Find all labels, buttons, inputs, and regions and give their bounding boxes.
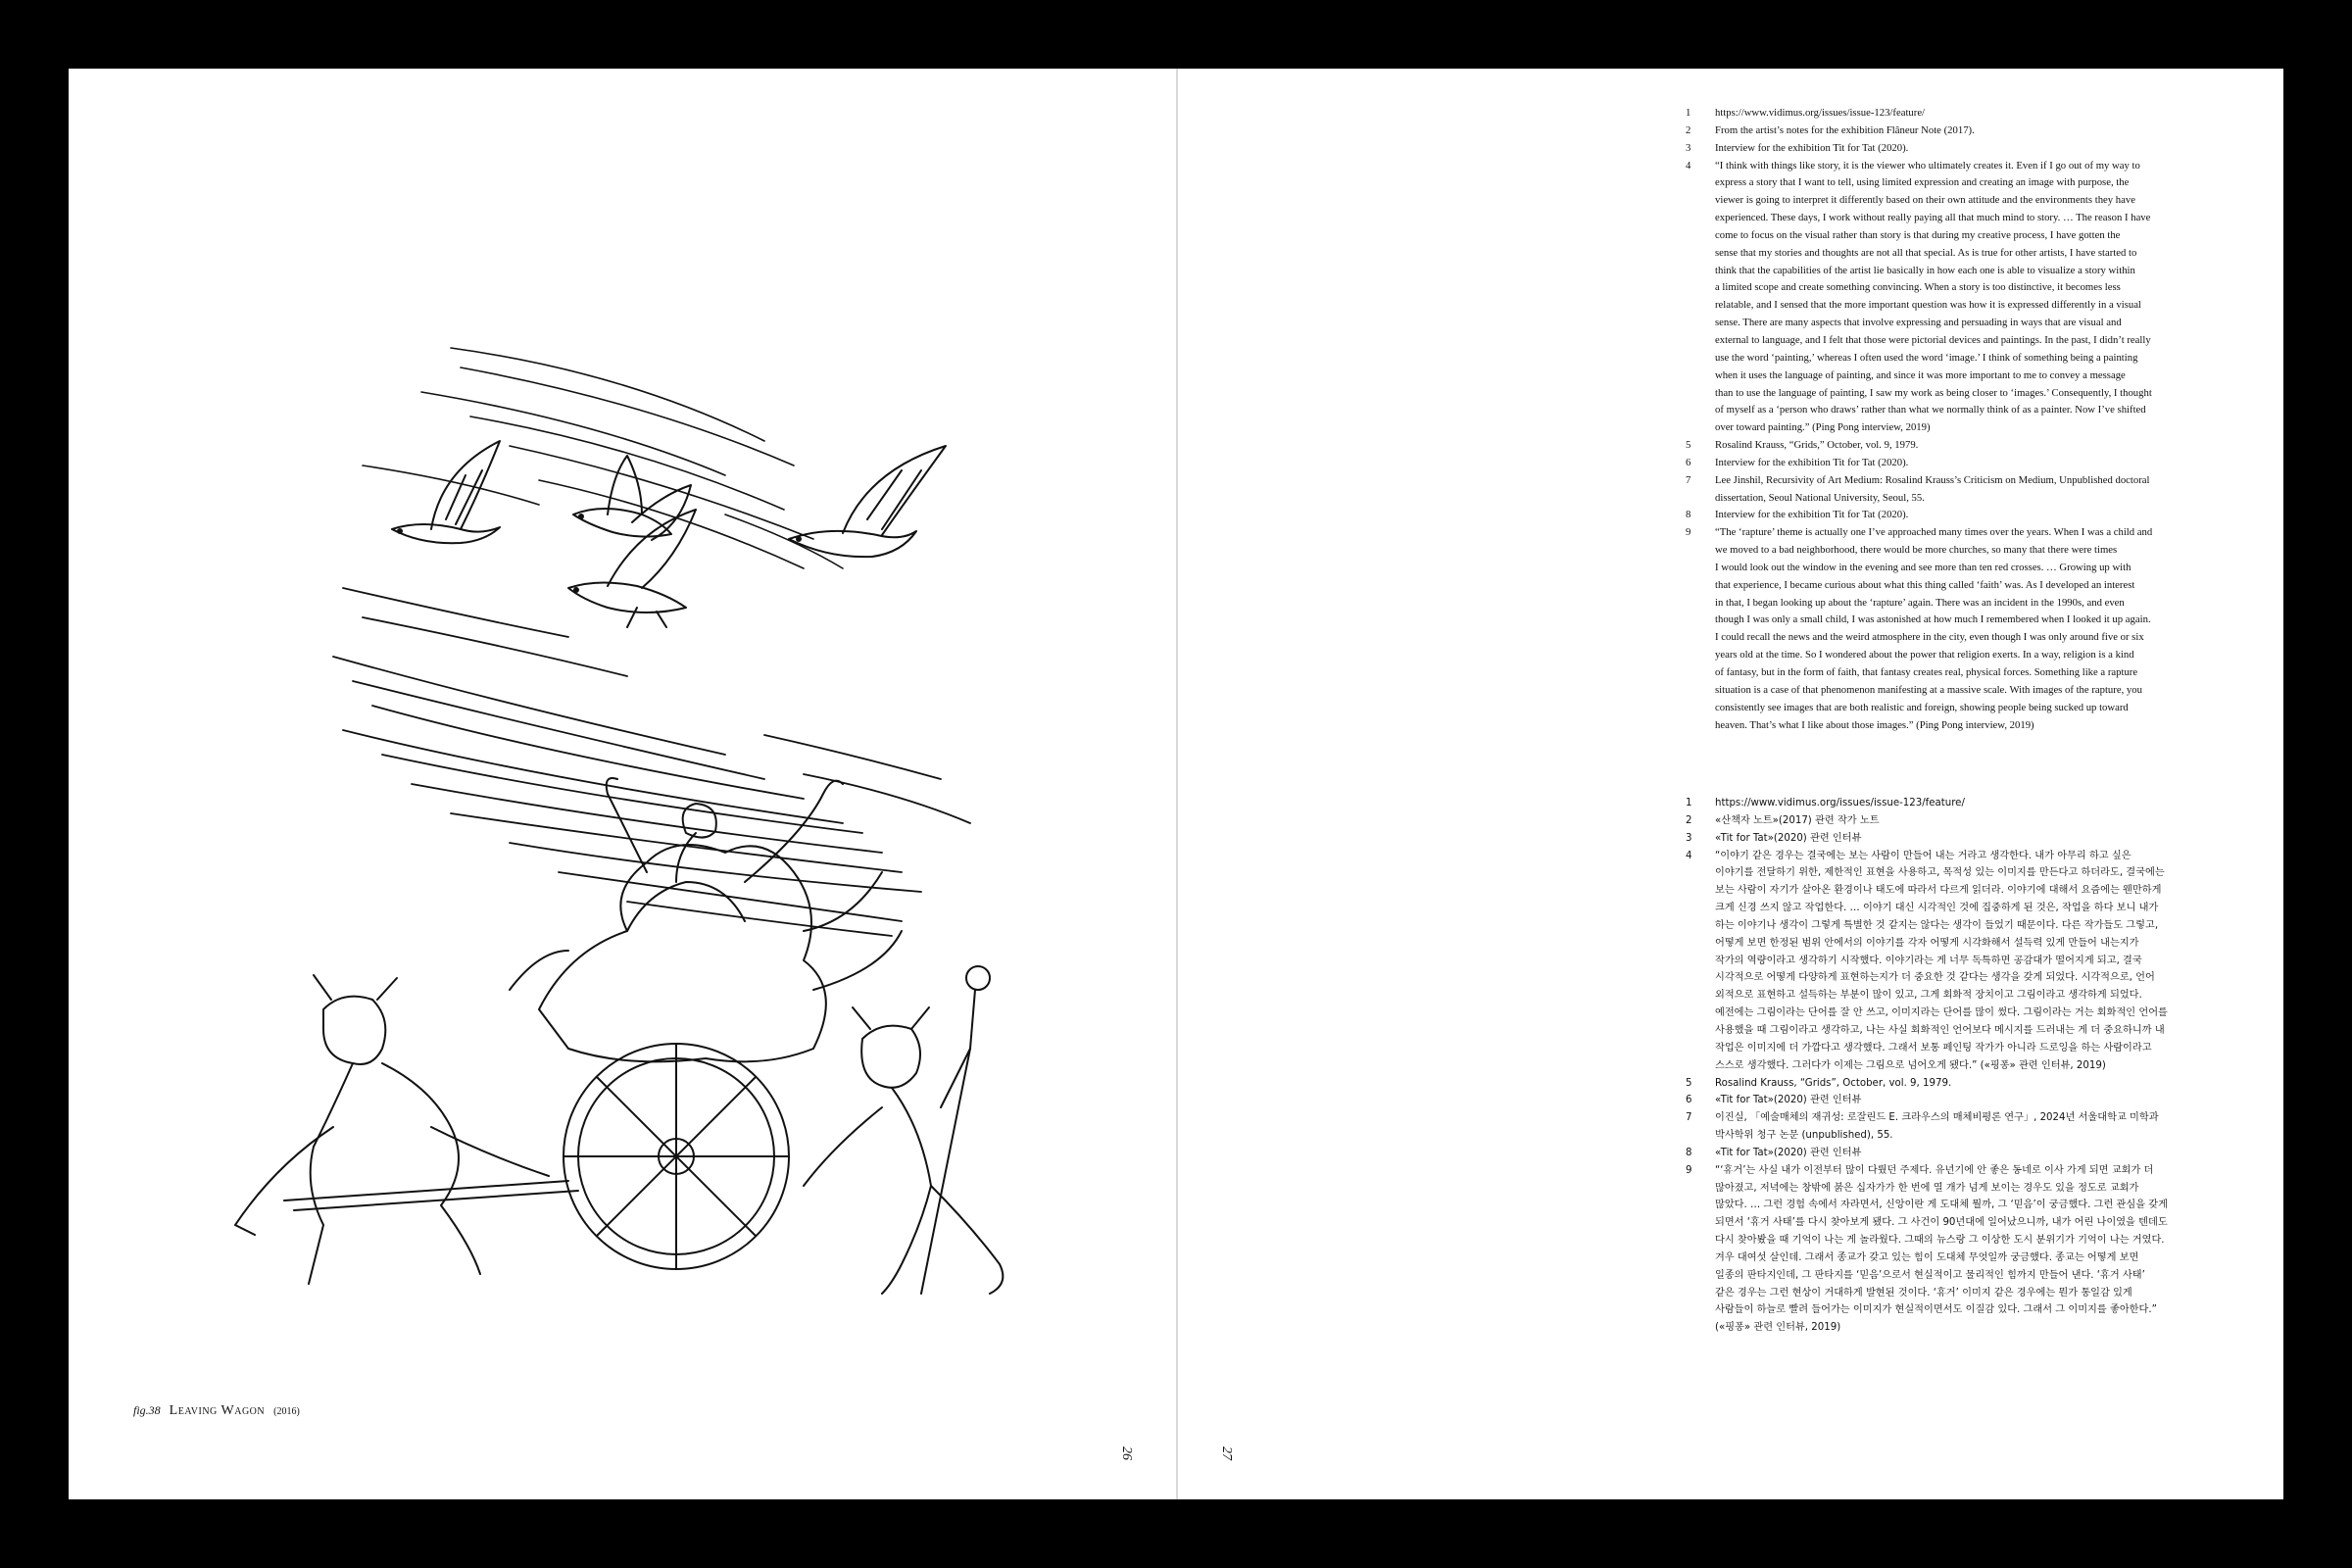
endnote-text: “I think with things like story, it is the viewer who ultimately creates it. Even if I go out of my way to express a story that I want to tell, using limited expression and creating an image with purpose, the viewer is going to interpret it differently based on their own attitude and the environments they have experienced. These days, I work without really paying all that much mind to story. … The reason I have come to focus on the visual rather than story is that during my creative process, I have gotten the sense that my stories and thoughts are not all that special. As is true for other artists, I have started to think that the capabilities of the artist lie basically in how each one is able to visualize a story within a limited scope and create something convincing. When a story is too distinctive, it becomes less relatable, and I sensed that the more important question was how it is expressed differently in a visual sense. There are many aspects that involve expressing and persuading in ways that are visual and external to language, and I felt that those were pictorial devices and paintings. In the past, I didn’t really use the word ‘painting,’ whereas I often used the word ‘image.’ I think of something being a painting when it uses the language of painting, and since it was more important to me to convey a message than to use the language of painting, I saw my work as being closer to ‘images.’ Consequently, I thought of myself as a ‘person who draws’ rather than what we normally think of as a painter. Now I’ve shifted over toward painting.” (Ping Pong interview, 2019): [1715, 159, 2152, 434]
endnote: [1686, 524, 2236, 734]
endnote-text: Rosalind Krauss, “Grids”, October, vol. 9, 1979.: [1715, 1077, 1952, 1089]
endnote-number: 1: [1686, 107, 1691, 119]
endnote: [1686, 1145, 2236, 1162]
endnote-text: “이야기 같은 경우는 결국에는 보는 사람이 만들어 내는 거라고 생각한다. 내가 아무리 하고 싶은 이야기를 전달하기 위한, 제한적인 표현을 사용하고, 목적성 있는 이미지를 만든다고 하더라도, 결국에는 보는 사람이 자기가 살아온 환경이나 태도에 따라서 다르게 읽더라. 이야기에 대해서 요즘에는 웬만하게 크게 신경 쓰지 않고 작업한다. … 이야기 대신 시각적인 것에 집중하게 된 것은, 작업을 하다 보니 내가 하는 이야기나 생각이 그렇게 특별한 것 같지는 않다는 생각이 들었기 때문이다. 다른 작가들도 그렇고, 어떻게 보면 한정된 범위 안에서의 이야기를 각자 어떻게 시각화해서 설득력 있게 만들어 내는지가 작가의 역량이라고 생각하기 시작했다. 이야기라는 게 너무 독특하면 공감대가 떨어지게 되고, 결국 시각적으로 어떻게 다양하게 표현하는지가 더 중요한 것 같다는 생각을 갖게 되었다. 시각적으로, 언어 외적으로 표현하고 설득하는 부분이 많이 있고, 그게 회화적 장치이고 그림이라고 생각하게 되었다. 예전에는 그림이라는 단어를 잘 안 쓰고, 이미지라는 단어를 많이 썼다. 그림이라는 거는 회화적인 언어를 사용했을 때 그림이라고 생각하고, 나는 사실 회화적인 언어보다 메시지를 드러내는 게 더 중요하니까 내 작업은 이미지에 더 가깝다고 생각했다. 그래서 보통 페인팅 작가가 아니라 드로잉을 하는 사람이라고 스스로 생각했다. 그러다가 이제는 그림으로 넘어오게 됐다.” («핑퐁» 관련 인터뷰, 2019): [1715, 850, 2168, 1071]
figure-title: Leaving Wagon: [169, 1403, 266, 1418]
left-page: [69, 69, 1176, 1499]
endnote-number: 6: [1686, 456, 1691, 468]
endnote-number: 4: [1686, 850, 1692, 861]
endnote-number: 1: [1686, 798, 1692, 808]
figure-year: (2016): [273, 1406, 300, 1417]
right-page: [1178, 69, 2283, 1499]
endnote-text: Rosalind Krauss, “Grids,” October, vol. 9, 1979.: [1715, 439, 1919, 452]
endnote-number: 6: [1686, 1095, 1692, 1106]
endnote-text: https://www.vidimus.org/issues/issue-123/feature/: [1715, 798, 1965, 808]
endnote: [1686, 1109, 2236, 1145]
endnote-number: 8: [1686, 509, 1691, 521]
endnote-number: 3: [1686, 141, 1691, 154]
endnote: [1686, 158, 2236, 438]
endnote-text: Interview for the exhibition Tit for Tat (2020).: [1715, 509, 1909, 521]
endnote: [1686, 507, 2236, 524]
endnote-text: Lee Jinshil, Recursivity of Art Medium: Rosalind Krauss’s Criticism on Medium, Unpublished doctoral dissertation, Seoul National University, Seoul, 55.: [1715, 473, 2150, 504]
endnote: [1686, 830, 2236, 848]
endnote-text: 이진실, 「예술매체의 재귀성: 로잘린드 E. 크라우스의 매체비평론 연구」, 2024년 서울대학교 미학과 박사학위 청구 논문 (unpublished), 55.: [1715, 1112, 2159, 1142]
endnote: [1686, 472, 2236, 508]
endnote-number: 5: [1686, 1077, 1692, 1089]
endnote-number: 4: [1686, 159, 1691, 172]
endnote: [1686, 1075, 2236, 1093]
endnote: [1686, 1092, 2236, 1109]
endnote-text: “‘휴거’는 사실 내가 이전부터 많이 다뤘던 주제다. 유년기에 안 좋은 동네로 이사 가게 되면 교회가 더 많아졌고, 저녁에는 창밖에 붉은 십자가가 한 번에 열 개가 넘게 보이는 경우도 있을 정도로 교회가 많았다. … 그런 경험 속에서 자라면서, 신앙이란 게 도대체 뭘까, 그 ‘믿음’이 궁금했다. 그런 관심을 갖게 되면서 ‘휴거 사태’를 다시 찾아보게 됐다. 그 사건이 90년대에 일어났으니까, 내가 어린 나이였을 텐데도 다시 찾아봤을 때 기억이 나는 게 놀라웠다. 그때의 뉴스랑 그 이상한 도시 분위기가 기억이 나는 거였다. 겨우 대여섯 살인데. 그래서 종교가 갖고 있는 힘이 도대체 무엇일까 궁금했다. 종교는 어떻게 보면 일종의 판타지인데, 그 판타지를 ‘믿음’으로서 현실적이고 물리적인 힘까지 만들어 낸다. ‘휴거 사태’ 같은 경우는 그런 현상이 거대하게 발현된 것이다. ‘휴거’ 이미지 같은 경우에는 뭔가 통일감 있게 사람들이 하늘로 빨려 들어가는 이미지가 현실적이면서도 이질감 있다. 그래서 그 이미지를 좋아한다.” («핑퐁» 관련 인터뷰, 2019): [1715, 1164, 2168, 1334]
endnote: [1686, 140, 2236, 158]
flying-geese: [392, 441, 946, 627]
endnote-number: 3: [1686, 832, 1692, 844]
endnote: [1686, 437, 2236, 455]
endnote-text: From the artist’s notes for the exhibition Flâneur Note (2017).: [1715, 123, 1975, 136]
endnote-text: Interview for the exhibition Tit for Tat (2020).: [1715, 456, 1909, 468]
endnote-number: 2: [1686, 123, 1691, 136]
figure-number: fig.38: [133, 1403, 161, 1417]
endnote: [1686, 105, 2236, 122]
endnotes-korean: [1686, 795, 2236, 1337]
endnote-text: «산책자 노트»(2017) 관련 작가 노트: [1715, 814, 1880, 826]
endnote-text: «Tit for Tat»(2020) 관련 인터뷰: [1715, 1095, 1862, 1106]
endnote: [1686, 812, 2236, 830]
endnote-text: «Tit for Tat»(2020) 관련 인터뷰: [1715, 1147, 1862, 1158]
endnote: [1686, 795, 2236, 812]
page-number-left: 26: [1119, 1446, 1134, 1460]
figure-caption: [133, 1403, 300, 1419]
endnote-number: 9: [1686, 1164, 1692, 1176]
endnote-number: 2: [1686, 814, 1692, 826]
endnote-number: 8: [1686, 1147, 1692, 1158]
endnote: [1686, 122, 2236, 140]
endnote: [1686, 455, 2236, 472]
endnotes-english: [1686, 105, 2236, 734]
wind-streaks-top: [363, 348, 843, 568]
endnote-number: 9: [1686, 526, 1691, 539]
leaving-wagon-illustration: [216, 245, 1058, 1303]
endnote-text: “The ‘rapture’ theme is actually one I’ve approached many times over the years. When I was a child and we moved to a bad neighborhood, there would be more churches, so many that there were times I would look out the window in the evening and see more than ten red crosses. … Growing up with that experience, I became curious about what this thing called ‘faith’ was. As I developed an interest in that, I began looking up about the ‘rapture’ again. There was an incident in the 1990s, and even though I was only a small child, I was astonished at how much I remembered when I looked it up again. I could recall the news and the weird atmosphere in the city, even though I was only around five or six years old at the time. So I wondered about the power that religion exerts. In a way, religion is a kind of fantasy, but in the form of faith, that fantasy creates real, physical forces. Something like a rapture situation is a case of that phenomenon manifesting at a massive scale. With images of the rapture, you consistently see images that are both realistic and foreign, showing people being sucked up toward heaven. That’s what I like about those images.” (Ping Pong interview, 2019): [1715, 526, 2153, 731]
endnote-text: Interview for the exhibition Tit for Tat (2020).: [1715, 141, 1909, 154]
endnote-text: https://www.vidimus.org/issues/issue-123/feature/: [1715, 107, 1926, 119]
endnote: [1686, 848, 2236, 1075]
endnote-number: 7: [1686, 1112, 1692, 1124]
demons-pulling-wagon: [235, 778, 1003, 1294]
endnote-number: 7: [1686, 473, 1691, 486]
endnote-number: 5: [1686, 439, 1691, 452]
page-number-right: 27: [1219, 1446, 1234, 1460]
endnote-text: «Tit for Tat»(2020) 관련 인터뷰: [1715, 832, 1862, 844]
endnote: [1686, 1162, 2236, 1337]
